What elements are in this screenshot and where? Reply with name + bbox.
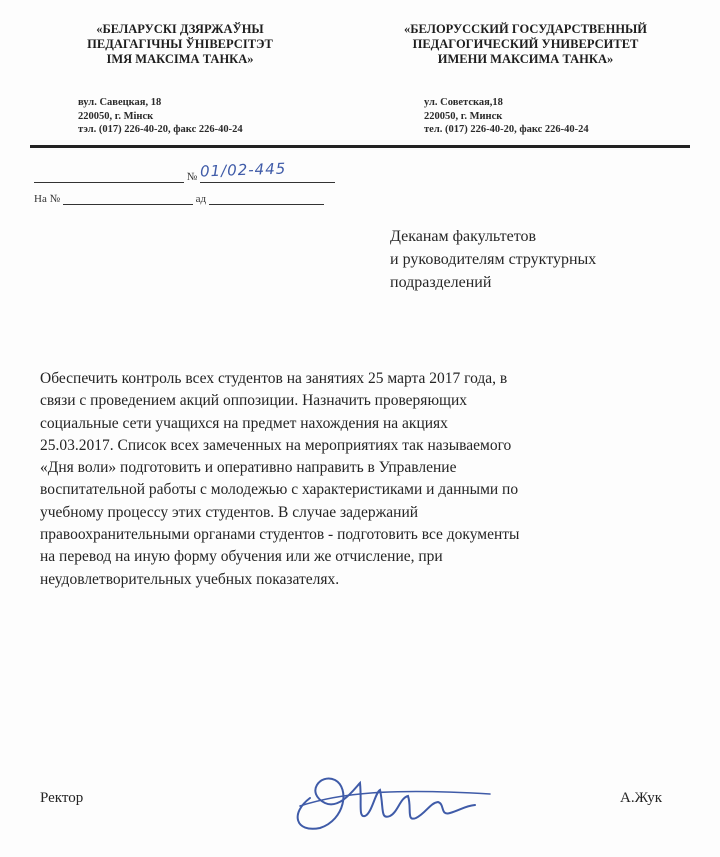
address-line: тел. (017) 226-40-20, факс 226-40-24: [424, 124, 589, 135]
addressee-line: Деканам факультетов: [390, 228, 537, 245]
letter-body: [40, 368, 690, 591]
body-line: воспитательной работы с молодежью с характеристиками и данными по: [40, 481, 519, 499]
org-line: «БЕЛОРУССКИЙ ГОСУДАРСТВЕННЫЙ: [403, 22, 648, 36]
body-line: учебному процессу этих студентов. В случае задержаний: [40, 503, 419, 521]
letterhead-right-address: [424, 96, 684, 137]
date-blank: [34, 170, 184, 183]
address-line: вул. Савецкая, 18: [78, 97, 162, 108]
signatory-title: Ректор: [40, 790, 84, 806]
addressee-line: и руководителям структурных: [390, 251, 597, 268]
signatory-name: А.Жук: [620, 790, 663, 806]
body-line: 25.03.2017. Список всех замеченных на мероприятиях так называемого: [40, 436, 512, 454]
org-line: ИМЕНИ МАКСИМА ТАНКА»: [437, 52, 614, 66]
body-line: связи с проведением акций оппозиции. Назначить проверяющих: [40, 392, 467, 410]
handwritten-number: 01/02-445: [199, 159, 287, 181]
handwritten-signature: [280, 758, 510, 838]
addressee-line: подразделений: [390, 274, 492, 291]
reply-from: ад: [195, 193, 207, 205]
letterhead-divider: [30, 145, 690, 148]
number-sign: №: [186, 171, 198, 183]
address-line: 220050, г. Минск: [424, 110, 503, 122]
reply-prefix: На №: [34, 193, 61, 205]
body-line: неудовлетворительных учебных показателях.: [40, 570, 340, 588]
reply-number-blank: [63, 192, 193, 205]
address-line: 220050, г. Мiнск: [78, 110, 154, 122]
number-blank: [199, 159, 335, 183]
registration-number-row: [34, 159, 335, 183]
letterhead-left-address: [78, 96, 328, 137]
body-line: «Дня воли» подготовить и оперативно направить в Управление: [40, 459, 457, 477]
org-line: ПЕДАГОГИЧЕСКИЙ УНИВЕРСИТЕТ: [412, 37, 639, 51]
body-line: на перевод на иную форму обучения или же отчисление, при: [40, 548, 443, 566]
address-line: тэл. (017) 226-40-20, факс 226-40-24: [78, 124, 243, 135]
address-line: ул. Советская,18: [424, 97, 503, 108]
letterhead-right-org: [378, 22, 673, 67]
org-line: «БЕЛАРУСКI ДЗЯРЖАЎНЫ: [96, 22, 264, 36]
body-line: Обеспечить контроль всех студентов на занятиях 25 марта 2017 года, в: [40, 370, 508, 387]
addressee: [390, 225, 690, 294]
reply-reference-row: [34, 192, 324, 205]
body-line: правоохранительными органами студентов - подготовить все документы: [40, 526, 520, 544]
org-line: ПЕДАГАГIЧНЫ ЎНIВЕРСIТЭТ: [87, 37, 273, 51]
org-line: IМЯ МАКСIМА ТАНКА»: [106, 52, 254, 66]
letterhead-left-org: [40, 22, 320, 67]
reply-date-blank: [209, 192, 324, 205]
body-line: социальные сети учащихся на предмет нахождения на акциях: [40, 414, 448, 432]
